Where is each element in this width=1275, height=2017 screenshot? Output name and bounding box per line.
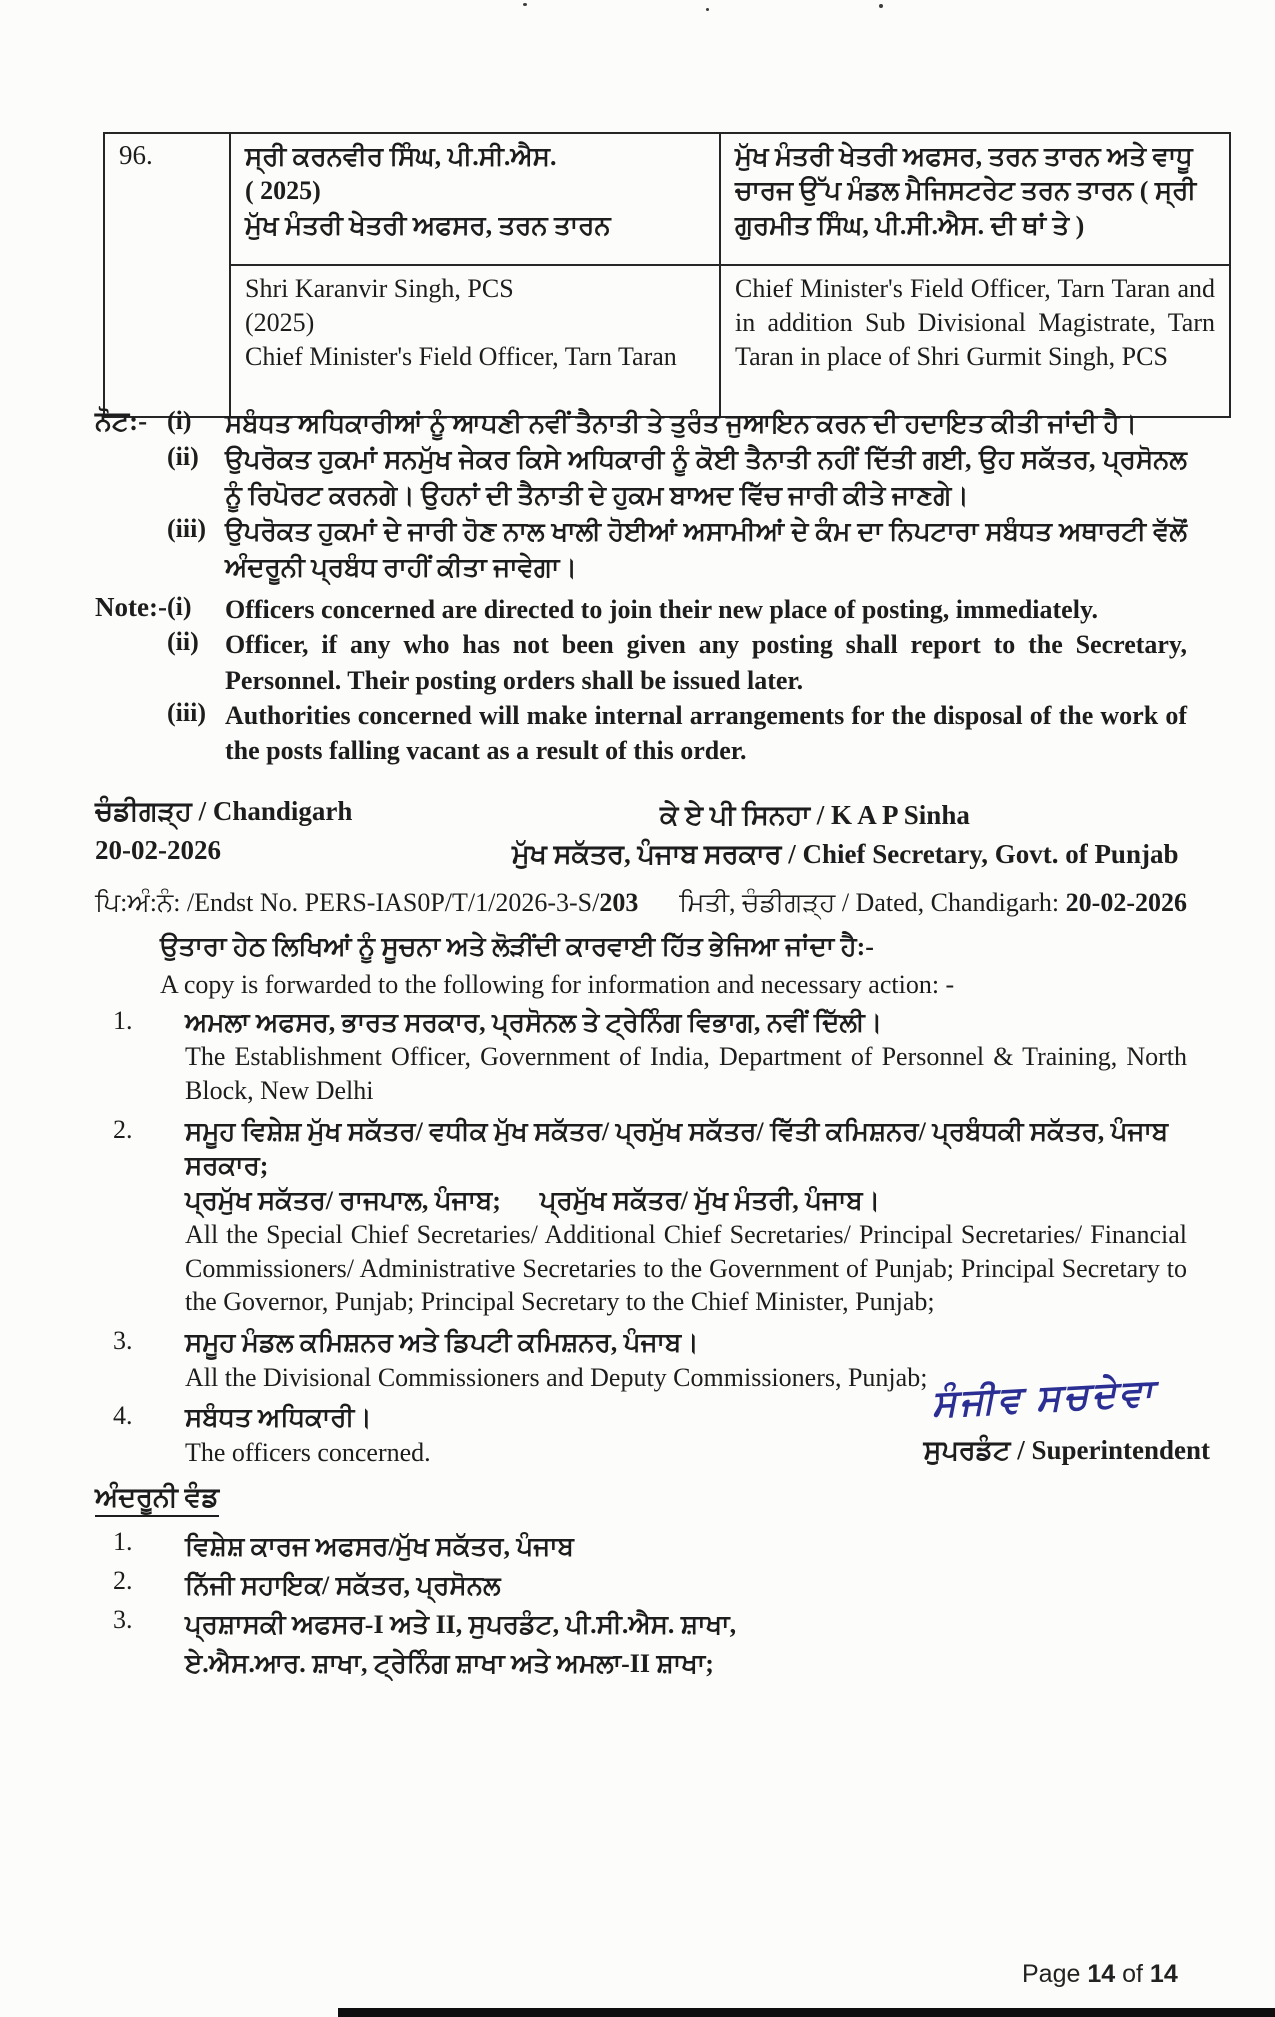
item-text-pa: ਸਮੂਹ ਵਿਸ਼ੇਸ਼ ਮੁੱਖ ਸਕੱਤਰ/ ਵਧੀਕ ਮੁੱਖ ਸਕੱਤਰ/ ਪ੍ਰਮੁੱਖ ਸਕੱਤਰ/ ਵਿੱਤੀ ਕਮਿਸ਼ਨਰ/ ਪ੍ਰਬੰਧਕੀ ਸਕੱਤਰ, ਪੰਜਾਬ ਸਰਕਾਰ; [185, 1116, 1175, 1181]
officer-batch-en: (2025) [245, 307, 315, 337]
scan-speck [523, 3, 527, 6]
date-line: 20-02-2026 [95, 835, 221, 866]
posting-cell-english [720, 265, 1230, 417]
note-marker: (i) [167, 406, 192, 435]
note-text: ਸਬੰਧਤ ਅਧਿਕਾਰੀਆਂ ਨੂੰ ਆਪਣੀ ਨਵੀਂ ਤੈਨਾਤੀ ਤੇ ਤੁਰੰਤ ਜੁਆਇਨ ਕਰਨ ਦੀ ਹਦਾਇਤ ਕੀਤੀ ਜਾਂਦੀ ਹੈ। [225, 409, 1138, 438]
scan-speck [706, 8, 709, 11]
officer-batch-pa: ( 2025) [245, 176, 321, 206]
item-number: 1. [113, 1527, 133, 1556]
copy-intro-english: A copy is forwarded to the following for information and necessary action: - [160, 970, 955, 999]
item-number: 4. [113, 1401, 133, 1431]
note-item [95, 442, 1187, 514]
note-section-english [95, 592, 1187, 769]
item-number: 3. [113, 1605, 133, 1634]
item-text: ਏ.ਐਸ.ਆਰ. ਸ਼ਾਖਾ, ਟ੍ਰੇਨਿੰਗ ਸ਼ਾਖਾ ਅਤੇ ਅਮਲਾ-II ਸ਼ਾਖਾ; [185, 1649, 714, 1678]
place-date-block [95, 792, 352, 870]
note-section-punjabi [95, 406, 1187, 585]
page-total: 14 [1149, 1960, 1178, 1988]
signatory-name: ਕੇ ਏ ਪੀ ਸਿਨਹਾ / K A P Sinha [660, 800, 970, 830]
note-marker: (i) [167, 592, 192, 621]
note-marker: (iii) [167, 698, 206, 728]
internal-heading: ਅੰਦਰੂਨੀ ਵੰਡ [95, 1482, 219, 1517]
item-text-pa: ਪ੍ਰਮੁੱਖ ਸਕੱਤਰ/ ਰਾਜਪਾਲ, ਪੰਜਾਬ; ਪ੍ਰਮੁੱਖ ਸਕੱਤਰ/ ਮੁੱਖ ਮੰਤਰੀ, ਪੰਜਾਬ। [185, 1185, 881, 1215]
note-label-en: Note:- [95, 592, 167, 622]
list-item [95, 1115, 1187, 1319]
note-item [95, 698, 1187, 769]
signature-block [880, 1372, 1210, 1467]
officer-cell-english [230, 265, 720, 417]
of-label: of [1122, 1960, 1143, 1988]
note-text: Officer, if any who has not been given any posting shall report to the Secretary, Personnel. Their posting orders shall be issued later. [225, 630, 1187, 695]
item-text-en: All the Special Chief Secretaries/ Additional Chief Secretaries/ Principal Secretaries/ Financial Commissioners/ Administrative Secretaries to the Government of Punjab; Principal Secretary to the Governor, Punjab; Principal Secretary to the Chief Minister, Punjab; [185, 1219, 1187, 1317]
page-number [1022, 1960, 1178, 1989]
item-number: 2. [113, 1566, 133, 1595]
note-text: Authorities concerned will make internal arrangements for the disposal of the work of the posts falling vacant as a result of this order. [225, 701, 1187, 766]
list-item [95, 1527, 1095, 1566]
note-marker: (ii) [167, 627, 199, 657]
table-row-punjabi [104, 133, 1230, 265]
note-text: ਉਪਰੋਕਤ ਹੁਕਮਾਂ ਦੇ ਜਾਰੀ ਹੋਣ ਨਾਲ ਖਾਲੀ ਹੋਈਆਂ ਅਸਾਮੀਆਂ ਦੇ ਕੰਮ ਦਾ ਨਿਪਟਾਰਾ ਸਬੰਧਤ ਅਥਾਰਟੀ ਵੱਲੋਂ ਅੰਦਰੂਨੀ ਪ੍ਰਬੰਧ ਰਾਹੀਂ ਕੀਤਾ ਜਾਵੇਗਾ। [225, 516, 1187, 582]
endorsement-date-label: ਮਿਤੀ, ਚੰਡੀਗੜ੍ਹ / Dated, Chandigarh: [679, 888, 1066, 917]
endorsement-date-value: 20-02-2026 [1065, 888, 1187, 917]
item-text: ਨਿੱਜੀ ਸਹਾਇਕ/ ਸਕੱਤਰ, ਪ੍ਰਸੋਨਲ [185, 1571, 501, 1600]
signatory-block [512, 796, 1188, 874]
endorsement-number-value: 203 [599, 888, 639, 917]
officer-name-en: Shri Karanvir Singh, PCS [245, 274, 514, 303]
note-label-pa: ਨੋਟ:- [95, 406, 148, 436]
endorsement-date [679, 888, 1187, 919]
posting-text-en: Chief Minister's Field Officer, Tarn Taran and in addition Sub Divisional Magistrate, Tarn Taran in place of Shri Gurmit Singh, PCS [735, 274, 1215, 371]
posting-cell-punjabi [720, 133, 1230, 265]
endorsement-line [95, 888, 1187, 919]
note-item [95, 406, 1187, 442]
note-marker: (iii) [167, 513, 206, 543]
internal-distribution [95, 1482, 1095, 1683]
note-text: Officers concerned are directed to join their new place of posting, immediately. [225, 595, 1099, 624]
note-item [95, 627, 1187, 698]
item-number: 3. [113, 1326, 133, 1356]
posting-order-table [103, 132, 1231, 418]
table-row-english [104, 265, 1230, 417]
endorsement-number-label: ਪਿ:ਅੰ:ਨੰ: /Endst No. PERS-IAS0P/T/1/2026-3-S/ [95, 888, 600, 917]
signatory-title: ਮੁੱਖ ਸਕੱਤਰ, ਪੰਜਾਬ ਸਰਕਾਰ / Chief Secretary, Govt. of Punjab [512, 839, 1179, 870]
item-text: ਪ੍ਰਸ਼ਾਸਕੀ ਅਫਸਰ-I ਅਤੇ II, ਸੁਪਰਡੰਟ, ਪੀ.ਸੀ.ਐਸ. ਸ਼ਾਖਾ, [185, 1610, 737, 1639]
item-text: ਵਿਸ਼ੇਸ਼ ਕਾਰਜ ਅਫਸਰ/ਮੁੱਖ ਸਕੱਤਰ, ਪੰਜਾਬ [185, 1532, 574, 1561]
list-item [95, 1566, 1095, 1605]
superintendent-title: ਸੁਪਰਡੰਟ / Superintendent [923, 1435, 1210, 1465]
officer-name-pa: ਸ੍ਰੀ ਕਰਨਵੀਰ ਸਿੰਘ, ਪੀ.ਸੀ.ਐਸ. [245, 142, 557, 171]
item-number: 1. [113, 1006, 133, 1035]
serial-number: 96. [119, 140, 153, 170]
scan-speck [879, 4, 883, 8]
list-item [95, 1006, 1187, 1108]
item-text-pa: ਅਮਲਾ ਅਫਸਰ, ਭਾਰਤ ਸਰਕਾਰ, ਪ੍ਰਸੋਨਲ ਤੇ ਟ੍ਰੇਨਿੰਗ ਵਿਭਾਗ, ਨਵੀਂ ਦਿੱਲੀ। [185, 1008, 883, 1037]
item-text-en: The officers concerned. [185, 1437, 431, 1467]
officer-post-en: Chief Minister's Field Officer, Tarn Taran [245, 341, 677, 371]
page-label: Page [1022, 1960, 1081, 1988]
note-item [95, 514, 1187, 586]
note-text: ਉਪਰੋਕਤ ਹੁਕਮਾਂ ਸਨਮੁੱਖ ਜੇਕਰ ਕਿਸੇ ਅਧਿਕਾਰੀ ਨੂੰ ਕੋਈ ਤੈਨਾਤੀ ਨਹੀਂ ਦਿੱਤੀ ਗਈ, ਉਹ ਸਕੱਤਰ, ਪ੍ਰਸੋਨਲ ਨੂੰ ਰਿਪੋਰਟ ਕਰਨਗੇ। ਉਹਨਾਂ ਦੀ ਤੈਨਾਤੀ ਦੇ ਹੁਕਮ ਬਾਅਦ ਵਿੱਚ ਜਾਰੀ ਕੀਤੇ ਜਾਣਗੇ। [225, 444, 1187, 510]
item-text-pa: ਸਬੰਧਤ ਅਧਿਕਾਰੀ। [185, 1403, 372, 1433]
item-number: 2. [113, 1114, 133, 1144]
officer-post-pa: ਮੁੱਖ ਮੰਤਰੀ ਖੇਤਰੀ ਅਫਸਰ, ਤਰਨ ਤਾਰਨ [245, 210, 611, 240]
list-item [95, 1605, 1095, 1683]
page-current: 14 [1087, 1960, 1116, 1988]
serial-number-cell [104, 133, 230, 417]
handwritten-signature: ਸੰਜੀਵ ਸਚਦੇਵਾ [930, 1372, 1157, 1426]
officer-cell-punjabi [230, 133, 720, 265]
posting-text-pa: ਮੁੱਖ ਮੰਤਰੀ ਖੇਤਰੀ ਅਫਸਰ, ਤਰਨ ਤਾਰਨ ਅਤੇ ਵਾਧੂ ਚਾਰਜ ਉੱਪ ਮੰਡਲ ਮੈਜਿਸਟਰੇਟ ਤਰਨ ਤਾਰਨ ( ਸ੍ਰੀ ਗੁਰਮੀਤ ਸਿੰਘ, ਪੀ.ਸੀ.ਐਸ. ਦੀ ਥਾਂ ਤੇ ) [735, 142, 1197, 240]
endorsement-number [95, 888, 638, 919]
place-line: ਚੰਡੀਗੜ੍ਹ / Chandigarh [95, 796, 353, 826]
copy-intro-punjabi: ਉਤਾਰਾ ਹੇਠ ਲਿਖਿਆਂ ਨੂੰ ਸੂਚਨਾ ਅਤੇ ਲੋੜੀਂਦੀ ਕਾਰਵਾਈ ਹਿੱਤ ਭੇਜਿਆ ਜਾਂਦਾ ਹੈ:- [160, 932, 874, 961]
item-text-en: All the Divisional Commissioners and Deputy Commissioners, Punjab; [185, 1362, 928, 1392]
item-text-pa: ਸਮੂਹ ਮੰਡਲ ਕਮਿਸ਼ਨਰ ਅਤੇ ਡਿਪਟੀ ਕਮਿਸ਼ਨਰ, ਪੰਜਾਬ। [185, 1328, 699, 1358]
note-item [95, 592, 1187, 627]
item-text-en: The Establishment Officer, Government of India, Department of Personnel & Training, North Block, New Delhi [185, 1042, 1187, 1106]
scan-edge-bar [338, 2008, 1275, 2017]
note-marker: (ii) [167, 441, 199, 471]
